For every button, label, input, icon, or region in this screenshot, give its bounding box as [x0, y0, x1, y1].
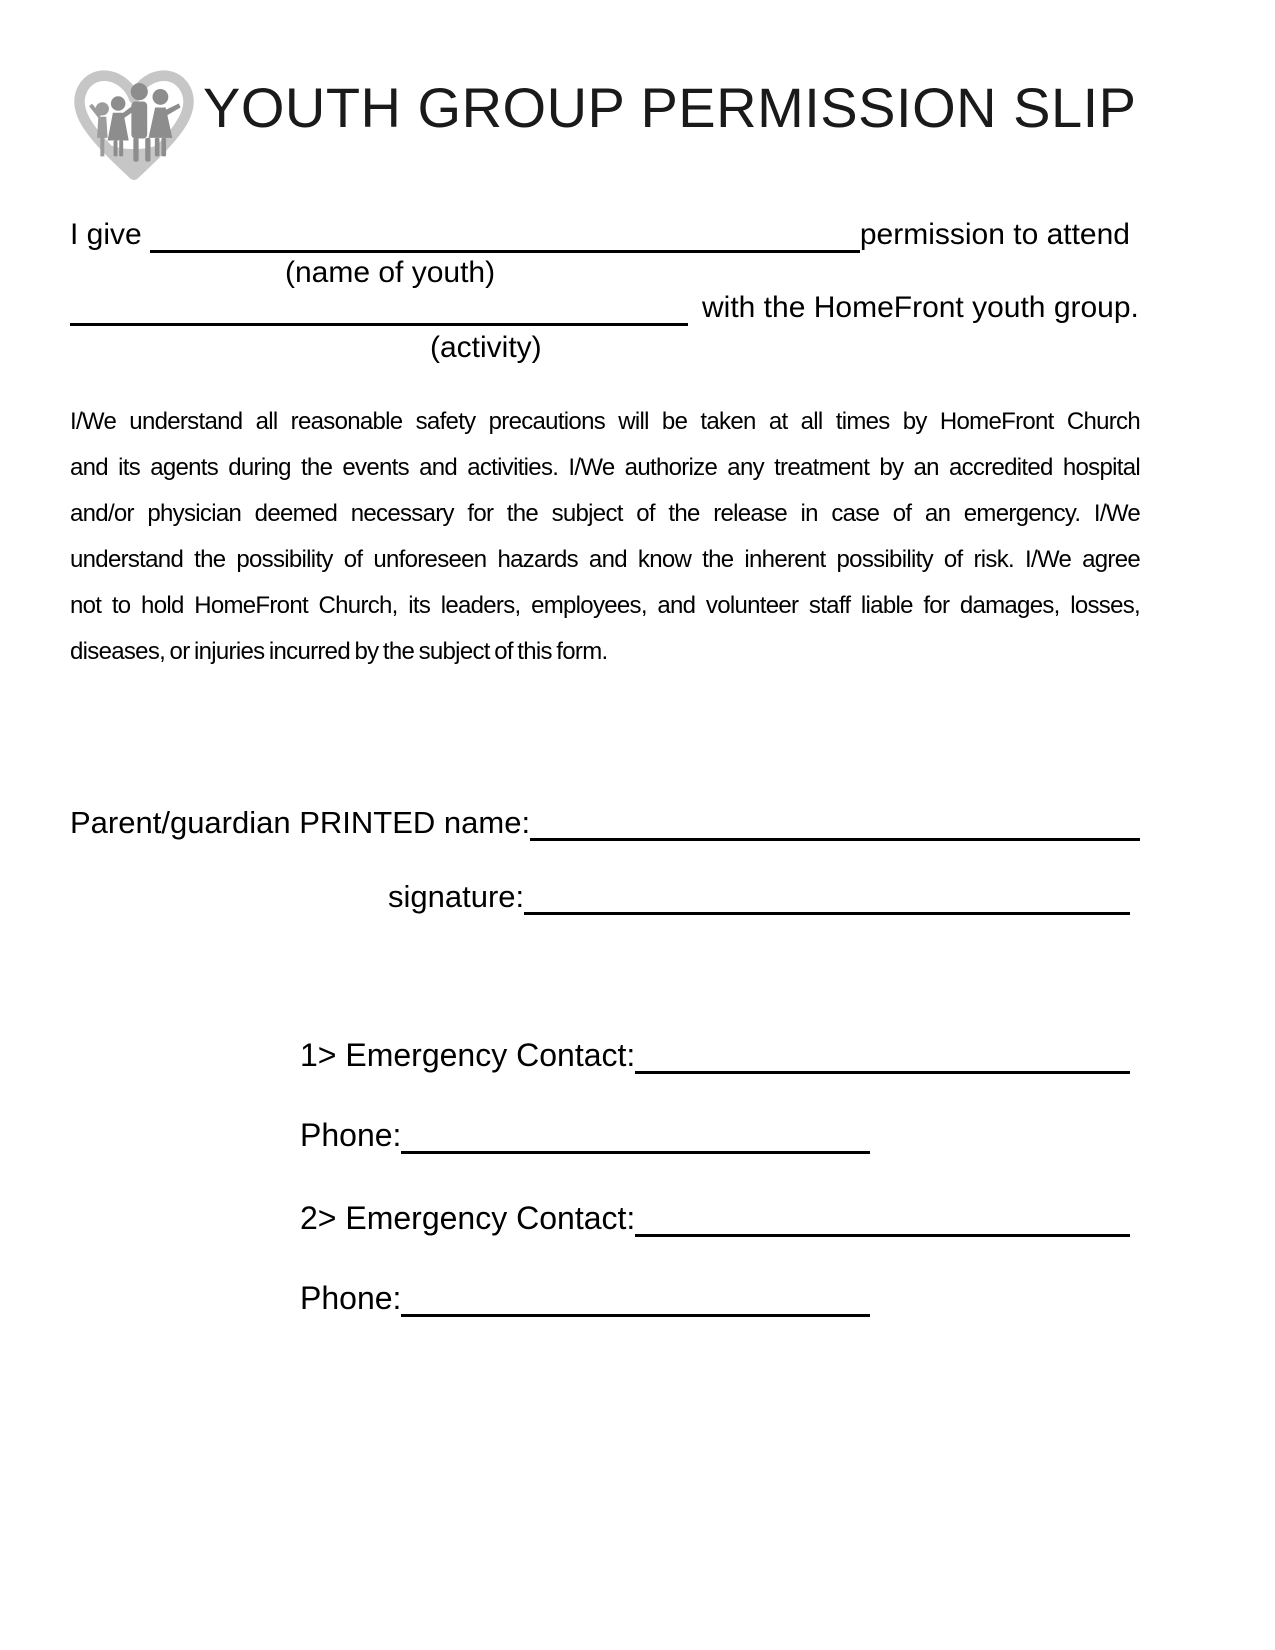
phone-2-line [300, 1279, 870, 1317]
printed-name-line [70, 805, 1140, 841]
permission-tail-label: permission to attend [859, 218, 1130, 251]
emergency-contact-1-line [300, 1036, 1130, 1074]
family-heart-logo-icon [68, 56, 200, 188]
release-paragraph-line: understand the possibility of unforeseen hazards and know the inherent possibility of risk. I/We agree [70, 546, 1140, 573]
phone-1-label: Phone: [300, 1117, 402, 1153]
phone-2-field[interactable] [401, 1314, 870, 1317]
emergency-contact-2-line [300, 1199, 1130, 1237]
release-paragraph [70, 399, 1140, 675]
emergency-contact-2-label: 2> Emergency Contact: [300, 1200, 636, 1236]
signature-line [388, 879, 1130, 915]
signature-label: signature: [388, 879, 525, 914]
printed-name-field[interactable] [530, 838, 1140, 841]
signature-field[interactable] [524, 912, 1130, 915]
phone-1-field[interactable] [401, 1151, 870, 1154]
release-paragraph-line: I/We understand all reasonable safety precautions will be taken at all times by HomeFront Church [70, 408, 1140, 435]
printed-name-label: Parent/guardian PRINTED name: [70, 805, 531, 840]
release-paragraph-line: not to hold HomeFront Church, its leaders, employees, and volunteer staff liable for damages, losses, [70, 592, 1140, 619]
page-title: YOUTH GROUP PERMISSION SLIP [203, 76, 1137, 139]
name-of-youth-caption: (name of youth) [285, 256, 496, 289]
release-paragraph-line: and its agents during the events and activities. I/We authorize any treatment by an accredited hospital [70, 454, 1140, 481]
activity-line [70, 290, 1140, 326]
activity-field[interactable] [70, 323, 688, 326]
name-of-youth-field[interactable] [150, 250, 860, 253]
activity-tail-label: with the HomeFront youth group. [702, 291, 1139, 324]
phone-1-line [300, 1116, 870, 1154]
give-lead-label: I give [70, 218, 142, 251]
emergency-contact-1-field[interactable] [635, 1071, 1130, 1074]
emergency-contact-1-label: 1> Emergency Contact: [300, 1037, 636, 1073]
release-paragraph-line: diseases, or injuries incurred by the subject of this form. [70, 638, 608, 665]
release-paragraph-line: and/or physician deemed necessary for the subject of the release in case of an emergency. I/We [70, 500, 1140, 527]
phone-2-label: Phone: [300, 1280, 402, 1316]
activity-caption: (activity) [430, 331, 542, 364]
give-permission-line [70, 217, 1130, 253]
emergency-contact-2-field[interactable] [635, 1234, 1130, 1237]
